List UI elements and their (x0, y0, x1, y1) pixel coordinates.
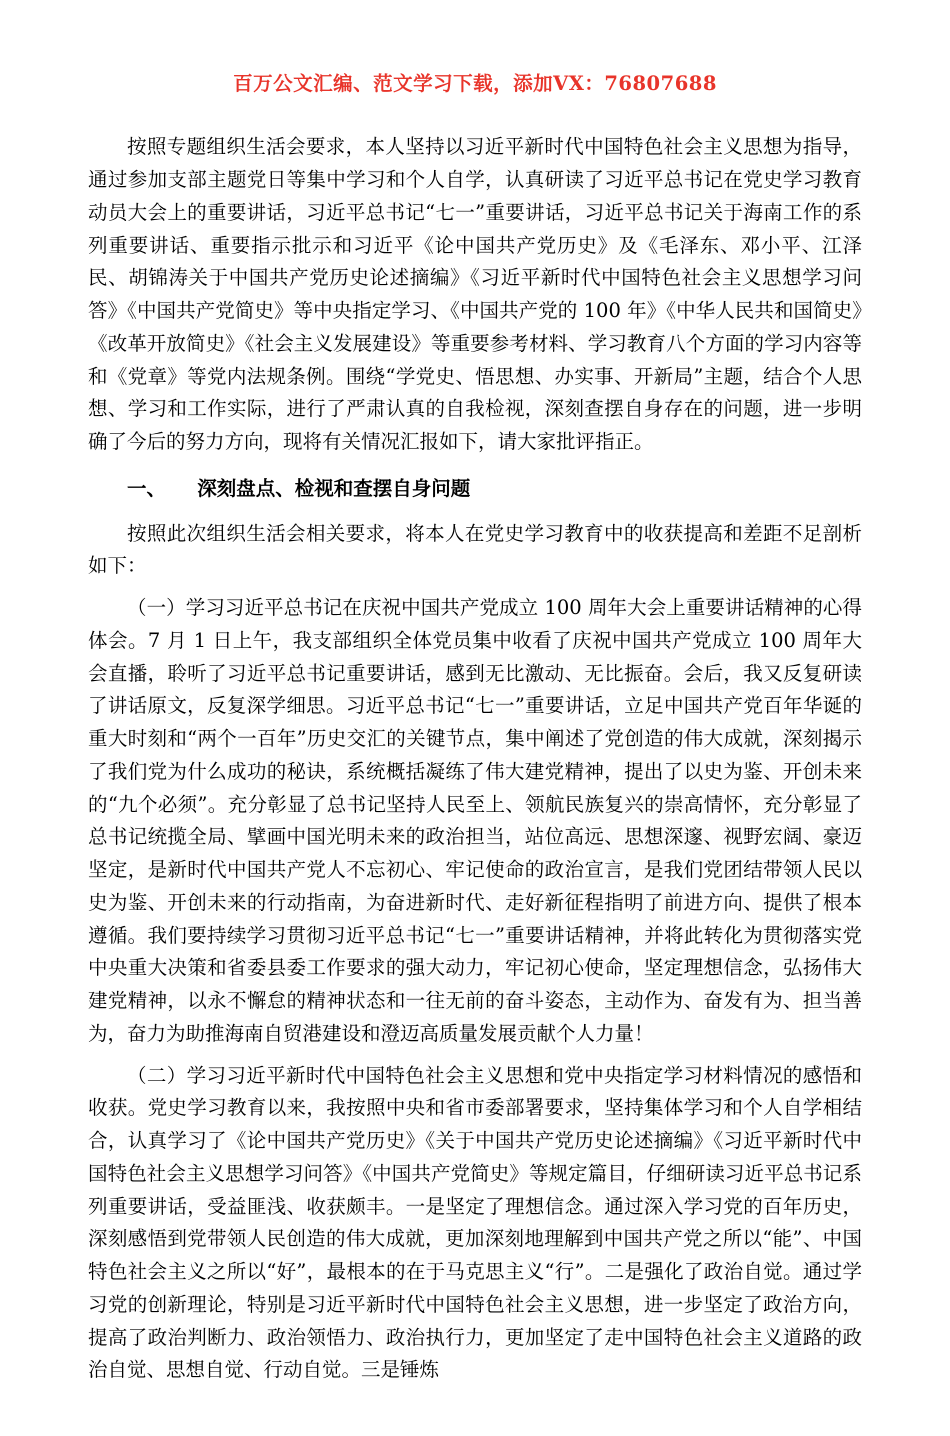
paragraph-item-one: （一）学习习近平总书记在庆祝中国共产党成立 100 周年大会上重要讲话精神的心得体会。7 月 1 日上午，我支部组织全体党员集中收看了庆祝中国共产党成立 100 周年大会直播，聆听了习近平总书记重要讲话，感到无比激动、无比振奋。会后，我又反复研读了讲话原文，反复深学细思。习近平总书记“七一”重要讲话，立足中国共产党百年华诞的重大时刻和“两个一百年”历史交汇的关键节点，集中阐述了党创造的伟大成就，深刻揭示了我们党为什么成功的秘诀，系统概括凝练了伟大建党精神，提出了以史为鉴、开创未来的“九个必须”。充分彰显了总书记坚持人民至上、领航民族复兴的崇高情怀，充分彰显了总书记统揽全局、擘画中国光明未来的政治担当，站位高远、思想深邃、视野宏阔、豪迈坚定，是新时代中国共产党人不忘初心、牢记使命的政治宣言，是我们党团结带领人民以史为鉴、开创未来的行动指南，为奋进新时代、走好新征程指明了前进方向、提供了根本遵循。我们要持续学习贯彻习近平总书记“七一”重要讲话精神，并将此转化为贯彻落实党中央重大决策和省委县委工作要求的强大动力，牢记初心使命，坚定理想信念，弘扬伟大建党精神，以永不懈怠的精神状态和一往无前的奋斗姿态，主动作为、奋发有为、担当善为，奋力为助推海南自贸港建设和澄迈高质量发展贡献个人力量！ (88, 596, 862, 1045)
paragraph-intro: 按照专题组织生活会要求，本人坚持以习近平新时代中国特色社会主义思想为指导，通过参加支部主题党日等集中学习和个人自学，认真研读了习近平总书记在党史学习教育动员大会上的重要讲话，习近平总书记“七一”重要讲话，习近平总书记关于海南工作的系列重要讲话、重要指示批示和习近平《论中国共产党历史》及《毛泽东、邓小平、江泽民、胡锦涛关于中国共产党历史论述摘编》《习近平新时代中国特色社会主义思想学习问答》《中国共产党简史》等中央指定学习、《中国共产党的 100 年》《中华人民共和国简史》《改革开放简史》《社会主义发展建设》等重要参考材料、学习教育八个方面的学习内容等和《党章》等党内法规条例。围绕“学党史、悟思想、办实事、开新局”主题，结合个人思想、学习和工作实际，进行了严肃认真的自我检视，深刻查摆自身存在的问题，进一步明确了今后的努力方向，现将有关情况汇报如下，请大家批评指正。 (88, 135, 862, 454)
document-body (88, 131, 862, 1387)
paragraph-section-intro: 按照此次组织生活会相关要求，将本人在党史学习教育中的收获提高和差距不足剖析如下： (88, 521, 862, 578)
section-heading-number: 一、 (127, 476, 167, 500)
promo-banner-text: 百万公文汇编、范文学习下载，添加VX：76807688 (233, 72, 717, 95)
section-heading-one (88, 473, 862, 506)
section-heading-label: 深刻盘点、检视和查摆自身问题 (197, 476, 471, 500)
paragraph-item-two: （二）学习习近平新时代中国特色社会主义思想和党中央指定学习材料情况的感悟和收获。党史学习教育以来，我按照中央和省市委部署要求，坚持集体学习和个人自学相结合，认真学习了《论中国共产党历史》《关于中国共产党历史论述摘编》《习近平新时代中国特色社会主义思想学习问答》《中国共产党简史》等规定篇目，仔细研读习近平总书记系列重要讲话，受益匪浅、收获颇丰。一是坚定了理想信念。通过深入学习党的百年历史，深刻感悟到党带领人民创造的伟大成就，更加深刻地理解到中国共产党之所以“能”、中国特色社会主义之所以“好”，最根本的在于马克思主义“行”。二是强化了政治自觉。通过学习党的创新理论，特别是习近平新时代中国特色社会主义思想，进一步坚定了政治方向，提高了政治判断力、政治领悟力、政治执行力，更加坚定了走中国特色社会主义道路的政治自觉、思想自觉、行动自觉。三是锤炼 (88, 1063, 862, 1382)
